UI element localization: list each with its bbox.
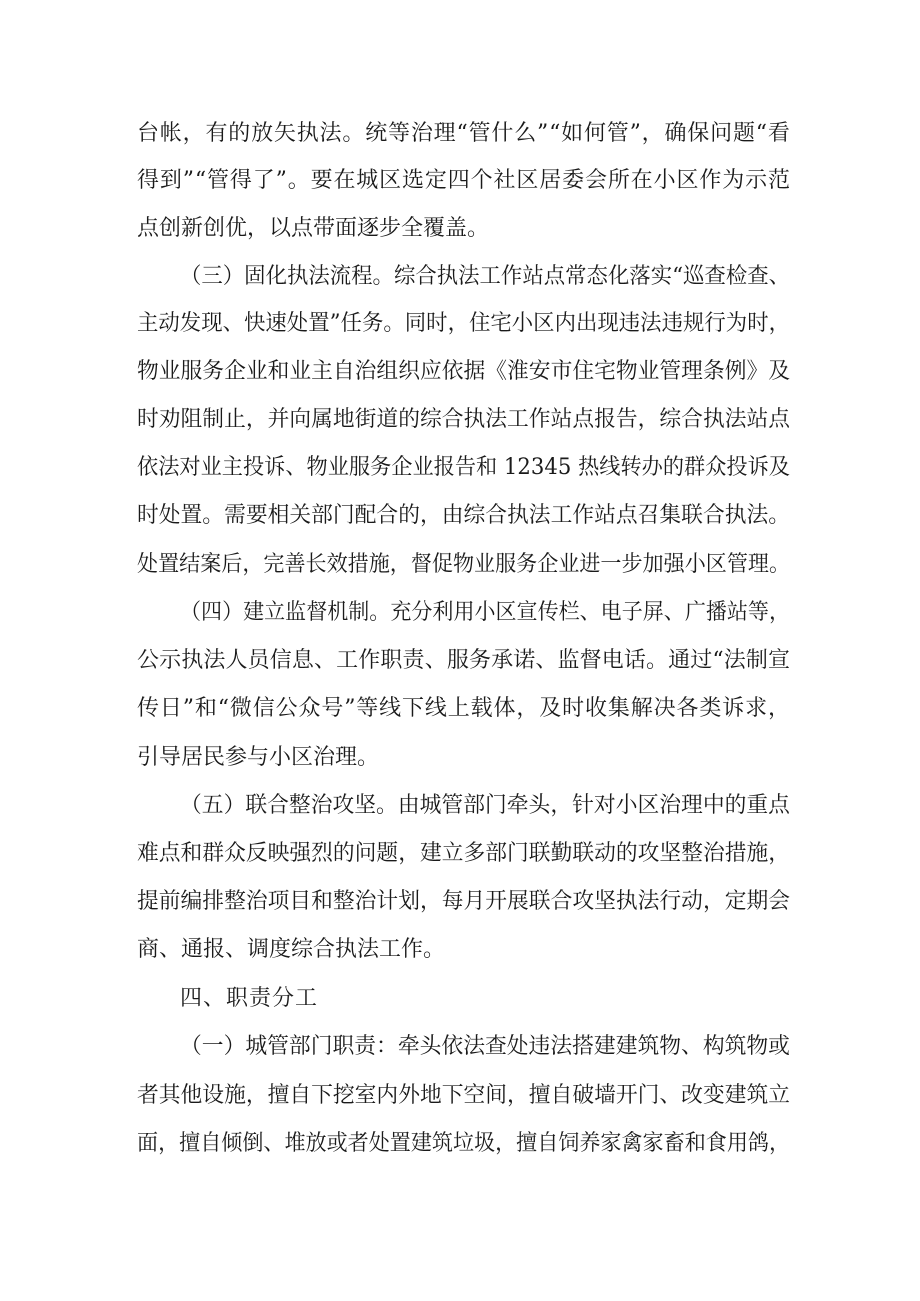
line-text: 台帐，有的放矢执法。统等治理“管什么”“如何管”，确保问题“看: [137, 121, 791, 146]
text-line: [0, 161, 920, 201]
text-line: [0, 496, 920, 536]
paragraph-3-start: [0, 257, 920, 297]
paragraph-duty-1-start: [0, 1027, 920, 1067]
text-line: [0, 1076, 920, 1116]
text-line: [0, 352, 920, 392]
line-text: （五）联合整治攻坚。由城管部门牵头，针对小区治理中的重点: [180, 793, 790, 818]
line-text: 依法对业主投诉、物业服务企业报告和 12345 热线转办的群众投诉及: [137, 455, 790, 480]
line-text: 面，擅自倾倒、堆放或者处置建筑垃圾，擅自饲养家禽家畜和食用鸽，: [137, 1131, 791, 1156]
line-text: 得到”“管得了”。要在城区选定四个社区居委会所在小区作为示范: [137, 168, 791, 193]
line-text: 者其他设施，擅自下挖室内外地下空间，擅自破墙开门、改变建筑立: [137, 1083, 791, 1108]
line-text: 主动发现、快速处置”任务。同时，住宅小区内出现违法违规行为时，: [137, 311, 790, 336]
text-line: [0, 114, 920, 154]
line-text: （四）建立监督机制。充分利用小区宣传栏、电子屏、广播站等，: [180, 600, 791, 625]
text-line: [0, 209, 920, 249]
line-text: （一）城管部门职责：牵头依法查处违法搭建建筑物、构筑物或: [180, 1034, 790, 1059]
text-line: [0, 738, 920, 778]
text-line: [0, 545, 920, 585]
text-line: [0, 448, 920, 488]
text-line: [0, 930, 920, 970]
text-line: [0, 834, 920, 874]
text-line: [0, 1124, 920, 1164]
line-text: 点创新创优，以点带面逐步全覆盖。: [137, 216, 490, 241]
section-heading-text: 四、职责分工: [180, 986, 319, 1011]
line-text: 时劝阻制止，并向属地街道的综合执法工作站点报告，综合执法站点: [137, 407, 791, 432]
line-text: 公示执法人员信息、工作职责、服务承诺、监督电话。通过“法制宣: [137, 648, 791, 673]
text-line: [0, 641, 920, 681]
paragraph-4-start: [0, 593, 920, 633]
text-line: [0, 400, 920, 440]
line-text: 传日”和“微信公众号”等线下线上载体，及时收集解决各类诉求，: [137, 696, 791, 721]
line-text: 处置结案后，完善长效措施，督促物业服务企业进一步加强小区管理。: [137, 552, 791, 577]
line-text: 商、通报、调度综合执法工作。: [137, 937, 446, 962]
text-line: [0, 882, 920, 922]
line-text: 难点和群众反映强烈的问题，建立多部门联勤联动的攻坚整治措施，: [137, 841, 791, 866]
line-text: 物业服务企业和业主自治组织应依据《淮安市住宅物业管理条例》及: [137, 359, 791, 384]
text-line: [0, 304, 920, 344]
text-line: [0, 689, 920, 729]
line-text: 引导居民参与小区治理。: [137, 745, 380, 770]
line-text: （三）固化执法流程。综合执法工作站点常态化落实“巡查检查、: [180, 264, 791, 289]
section-heading: [0, 979, 920, 1019]
paragraph-5-start: [0, 786, 920, 826]
line-text: 时处置。需要相关部门配合的，由综合执法工作站点召集联合执法。: [137, 503, 791, 528]
line-text: 提前编排整治项目和整治计划，每月开展联合攻坚执法行动，定期会: [137, 889, 791, 914]
